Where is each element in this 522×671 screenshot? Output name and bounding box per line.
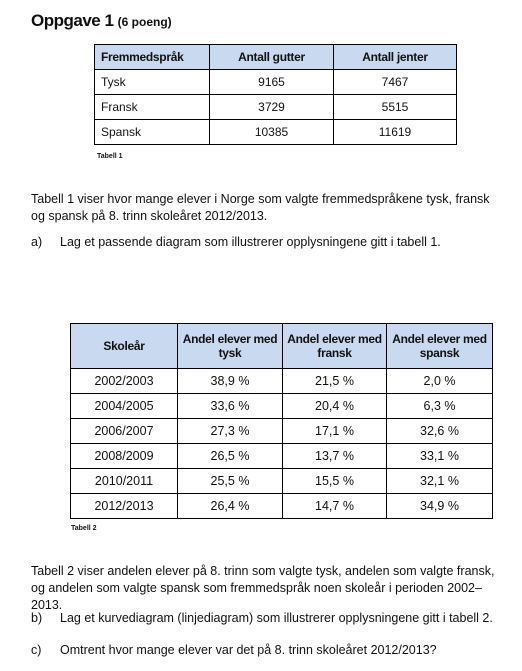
table-cell: 25,5 % — [178, 469, 283, 494]
table-cell: 2006/2007 — [71, 419, 178, 444]
table-cell: 2012/2013 — [71, 494, 178, 519]
table-cell: 26,4 % — [178, 494, 283, 519]
table-row — [71, 369, 493, 394]
question-c-label: c) — [31, 643, 42, 657]
table-cell: 3729 — [210, 95, 334, 120]
table-cell: 17,1 % — [283, 419, 387, 444]
question-c-text: Omtrent hvor mange elever var det på 8. trinn skoleåret 2012/2013? — [60, 643, 437, 657]
table-cell: 7467 — [334, 70, 457, 95]
table-cell: 5515 — [334, 95, 457, 120]
task-heading: Oppgave 1 — [31, 11, 114, 30]
paragraph-1: Tabell 1 viser hvor mange elever i Norge som valgte fremmedspråkene tysk, fransk og spansk på 8. trinn skoleåret 2012/2013. — [31, 192, 490, 223]
table-header-cell: Andel elever med fransk — [283, 324, 387, 369]
table-cell: 21,5 % — [283, 369, 387, 394]
task-title — [31, 11, 172, 31]
question-a-text: Lag et passende diagram som illustrerer opplysningene gitt i tabell 1. — [60, 235, 441, 249]
table-cell: 20,4 % — [283, 394, 387, 419]
table-1-caption: Tabell 1 — [97, 153, 123, 160]
table-cell: 33,6 % — [178, 394, 283, 419]
table-cell: 26,5 % — [178, 444, 283, 469]
table-cell: 6,3 % — [387, 394, 493, 419]
table-cell: 2004/2005 — [71, 394, 178, 419]
table-cell: 14,7 % — [283, 494, 387, 519]
paragraph-2: Tabell 2 viser andelen elever på 8. trinn som valgte tysk, andelen som valgte fransk, og andelen som valgte spansk som fremmedspråk noen skoleår i perioden 2002–2013. — [31, 564, 495, 612]
table-cell: 34,9 % — [387, 494, 493, 519]
question-b-label: b) — [31, 611, 43, 625]
table-cell: 10385 — [210, 120, 334, 145]
table-row — [71, 394, 493, 419]
table-header-cell: Antall gutter — [210, 45, 334, 70]
table-cell: 2010/2011 — [71, 469, 178, 494]
table-header-row — [95, 45, 457, 70]
table-row — [95, 95, 457, 120]
table-header-cell: Antall jenter — [334, 45, 457, 70]
table-header-cell: Skoleår — [71, 324, 178, 369]
table-header-row — [71, 324, 493, 369]
table-cell: Spansk — [95, 120, 210, 145]
table-cell: 2008/2009 — [71, 444, 178, 469]
table-cell: 9165 — [210, 70, 334, 95]
table-cell: 32,6 % — [387, 419, 493, 444]
question-a-label: a) — [31, 235, 43, 249]
table-header-cell: Andel elever med tysk — [178, 324, 283, 369]
table-cell: Tysk — [95, 70, 210, 95]
table-row — [71, 469, 493, 494]
table-header-cell: Fremmedspråk — [95, 45, 210, 70]
table-cell: 15,5 % — [283, 469, 387, 494]
table-row — [95, 120, 457, 145]
table-cell: 38,9 % — [178, 369, 283, 394]
table-2-caption: Tabell 2 — [71, 525, 97, 532]
table-row — [95, 70, 457, 95]
table-cell: 2002/2003 — [71, 369, 178, 394]
task-points: (6 poeng) — [117, 15, 172, 29]
table-cell: 13,7 % — [283, 444, 387, 469]
table-cell: 32,1 % — [387, 469, 493, 494]
table-cell: 2,0 % — [387, 369, 493, 394]
table-cell: 11619 — [334, 120, 457, 145]
table-1 — [94, 44, 457, 145]
table-cell: 33,1 % — [387, 444, 493, 469]
table-row — [71, 444, 493, 469]
table-cell: Fransk — [95, 95, 210, 120]
table-cell: 27,3 % — [178, 419, 283, 444]
table-header-cell: Andel elever med spansk — [387, 324, 493, 369]
table-row — [71, 494, 493, 519]
table-2 — [70, 323, 493, 519]
question-b-text: Lag et kurvediagram (linjediagram) som illustrerer opplysningene gitt i tabell 2. — [60, 611, 493, 625]
table-row — [71, 419, 493, 444]
